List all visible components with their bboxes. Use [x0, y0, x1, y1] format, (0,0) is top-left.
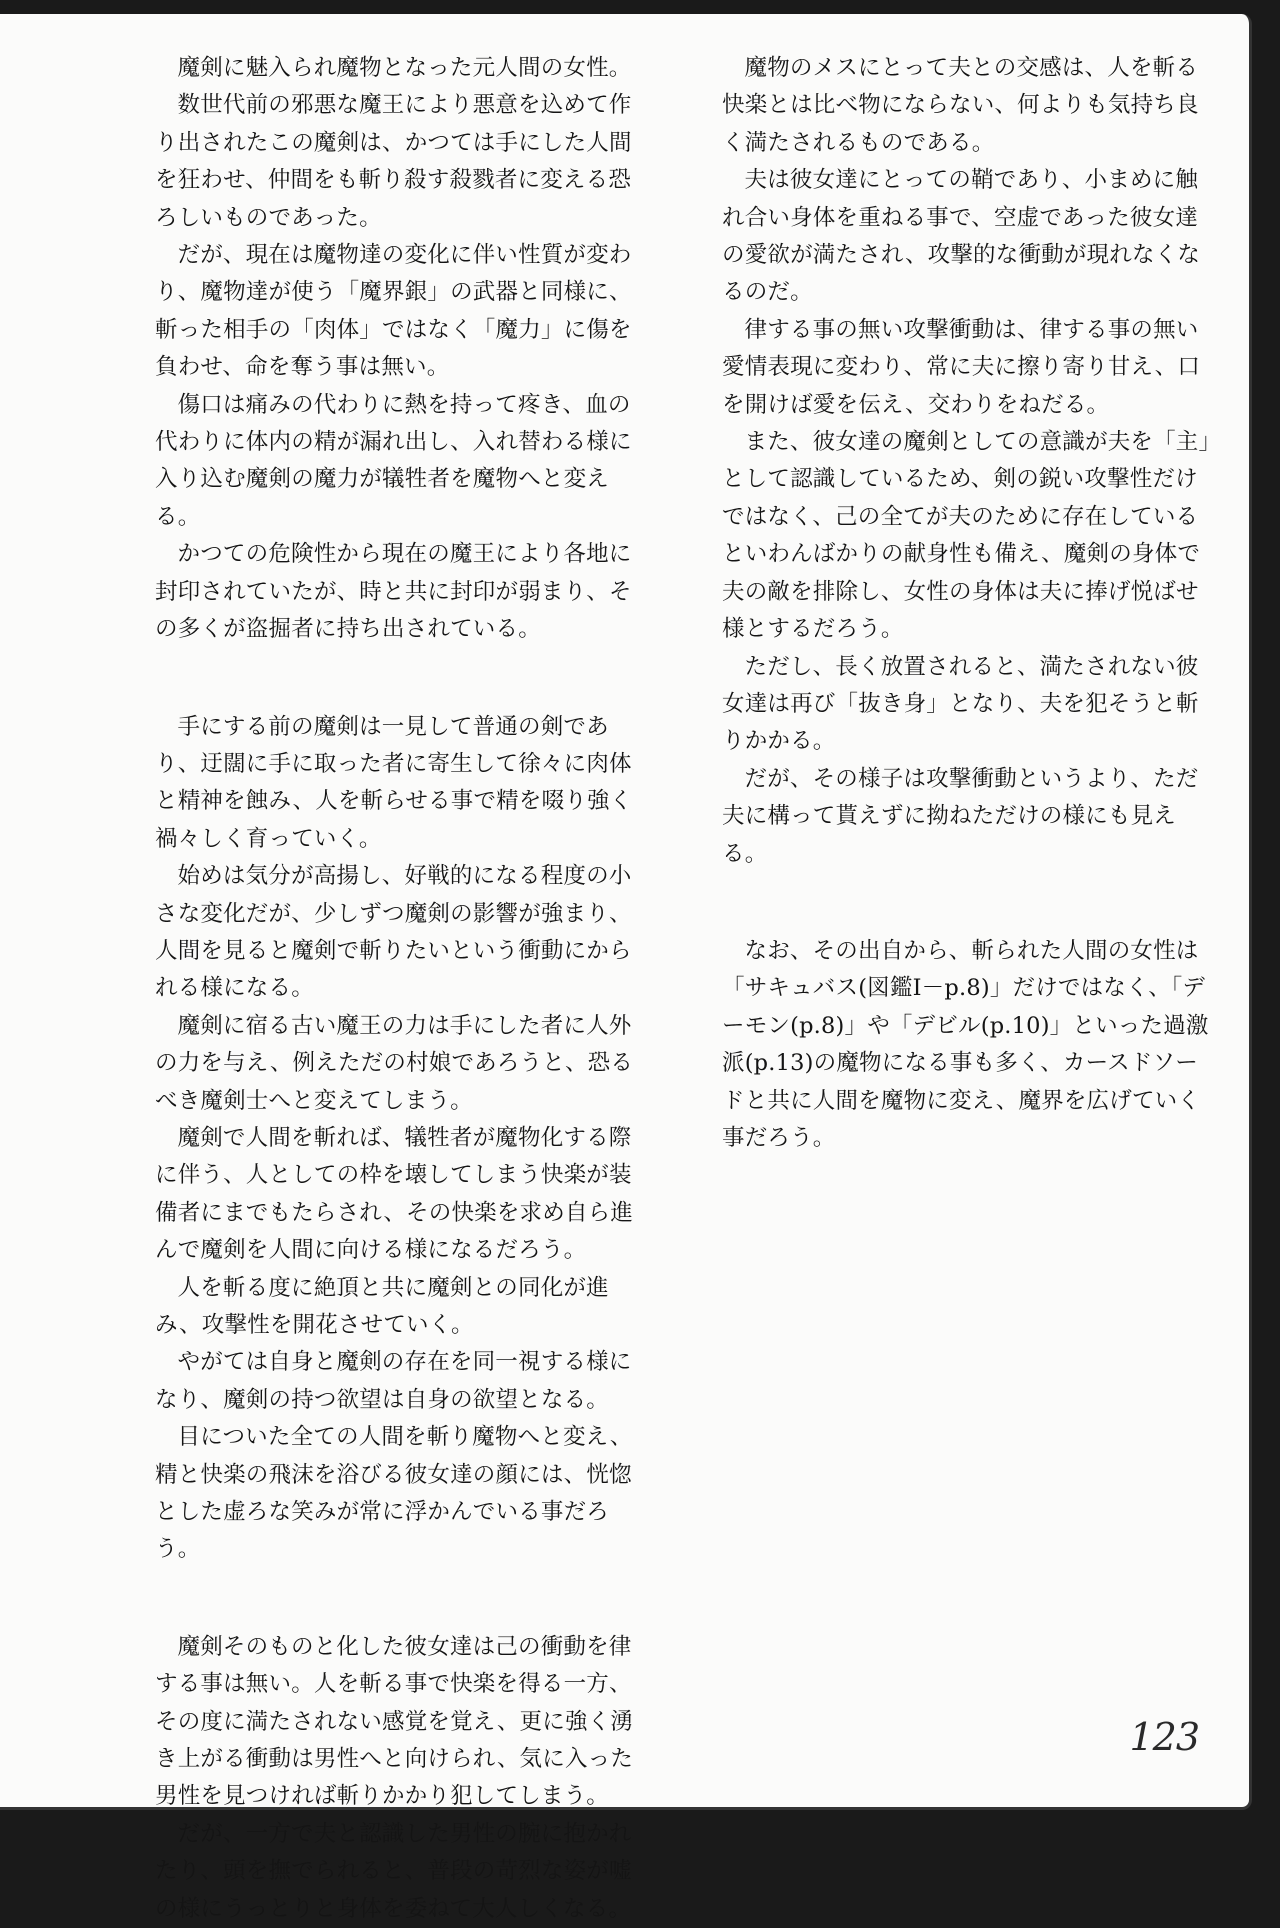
paragraph: かつての危険性から現在の魔王により各地に封印されていたが、時と共に封印が弱まり、その多くが盗掘者に持ち出されている。	[155, 541, 632, 643]
paragraph: 夫は彼女達にとっての鞘であり、小まめに触れ合い身体を重ねる事で、空虚であった彼女達の愛欲が満たされ、攻撃的な衝動が現れなくなるのだ。	[722, 167, 1201, 306]
paragraph: 魔剣に宿る古い魔王の力は手にした者に人外の力を与え、例えただの村娘であろうと、恐るべき魔剣士へと変えてしまう。	[155, 1012, 634, 1114]
paragraph: 手にする前の魔剣は一見して普通の剣であり、迂闊に手に取った者に寄生して徐々に肉体と精神を蝕み、人を斬らせる事で精を啜り強く禍々しく育っていく。	[155, 713, 633, 852]
paragraph: だが、現在は魔物達の変化に伴い性質が変わり、魔物達が使う「魔界銀」の武器と同様に、斬った相手の「肉体」ではなく「魔力」に傷を負わせ、命を奪う事は無い。	[155, 242, 632, 381]
section-gap	[722, 873, 1212, 933]
paragraph: 律する事の無い攻撃衝動は、律する事の無い愛情表現に変わり、常に夫に擦り寄り甘え、口を開けば愛を伝え、交わりをねだる。	[722, 316, 1201, 418]
paragraph: 魔剣に魅入られ魔物となった元人間の女性。	[177, 55, 632, 81]
paragraph: また、彼女達の魔剣としての意識が夫を「主」として認識しているため、剣の鋭い攻撃性だけではなく、己の全てが夫のために存在しているといわんばかりの献身性も備え、魔剣の身体で夫の敵を排除し、女性の身体は夫に捧げ悦ばせ様とするだろう。	[722, 429, 1210, 643]
paragraph: 目についた全ての人間を斬り魔物へと変え、精と快楽の飛沫を浴びる彼女達の顔には、恍惚とした虚ろな笑みが常に浮かんでいる事だろう。	[155, 1424, 633, 1563]
page-number: 123	[1129, 1715, 1199, 1759]
section-gap	[155, 649, 645, 709]
book-page	[0, 14, 1252, 1922]
paragraph: 魔剣で人間を斬れば、犠牲者が魔物化する際に伴う、人としての枠を壊してしまう快楽が装備者にまでもたらされ、その快楽を求め自ら進んで魔剣を人間に向ける様になるだろう。	[155, 1124, 634, 1264]
section-gap	[155, 1569, 645, 1629]
left-column	[155, 50, 645, 1928]
paragraph: 数世代前の邪悪な魔王により悪意を込めて作り出されたこの魔剣は、かつては手にした人間を狂わせ、仲間をも斬り殺す殺戮者に変える恐ろしいものであった。	[155, 92, 632, 231]
paragraph: 人を斬る度に絶頂と共に魔剣との同化が進み、攻撃性を開花させていく。	[155, 1274, 609, 1338]
paragraph: やがては自身と魔剣の存在を同一視する様になり、魔剣の持つ欲望は自身の欲望となる。	[155, 1349, 632, 1413]
right-column	[722, 50, 1212, 1157]
paragraph: ただし、長く放置されると、満たされない彼女達は再び「抜き身」となり、夫を犯そうと斬りかかる。	[722, 653, 1199, 755]
paragraph: 魔剣そのものと化した彼女達は己の衝動を律する事は無い。人を斬る事で快楽を得る一方、その度に満たされない感覚を覚え、更に強く湧き上がる衝動は男性へと向けられ、気に入った男性を見つければ斬りかかり犯してしまう。	[155, 1633, 634, 1810]
paragraph: だが、その様子は攻撃衝動というより、ただ夫に構って貰えずに拗ねただけの様にも見える。	[722, 765, 1199, 867]
paragraph: 傷口は痛みの代わりに熱を持って疼き、血の代わりに体内の精が漏れ出し、入れ替わる様に入り込む魔剣の魔力が犠牲者を魔物へと変える。	[155, 391, 632, 530]
paragraph: なお、その出自から、斬られた人間の女性は「サキュバス(図鑑Ⅰ－p.8)」だけではなく、「デーモン(p.8)」や「デビル(p.10)」といった過激派(p.13)の魔物になる事も多く、カースドソードと共に人間を魔物に変え、魔界を広げていく事だろう。	[722, 937, 1209, 1151]
paragraph: 魔物のメスにとって夫との交感は、人を斬る快楽とは比べ物にならない、何よりも気持ち良く満たされるものである。	[722, 55, 1199, 156]
paragraph: だが、一方で夫と認識した男性の腕に抱かれたり、頭を撫でられると、普段の苛烈な姿が嘘の様にうっとりと身体を委ねて大人しくなる。	[155, 1820, 632, 1922]
paragraph: 始めは気分が高揚し、好戦的になる程度の小さな変化だが、少しずつ魔剣の影響が強まり、人間を見ると魔剣で斬りたいという衝動にかられる様になる。	[155, 863, 632, 1002]
